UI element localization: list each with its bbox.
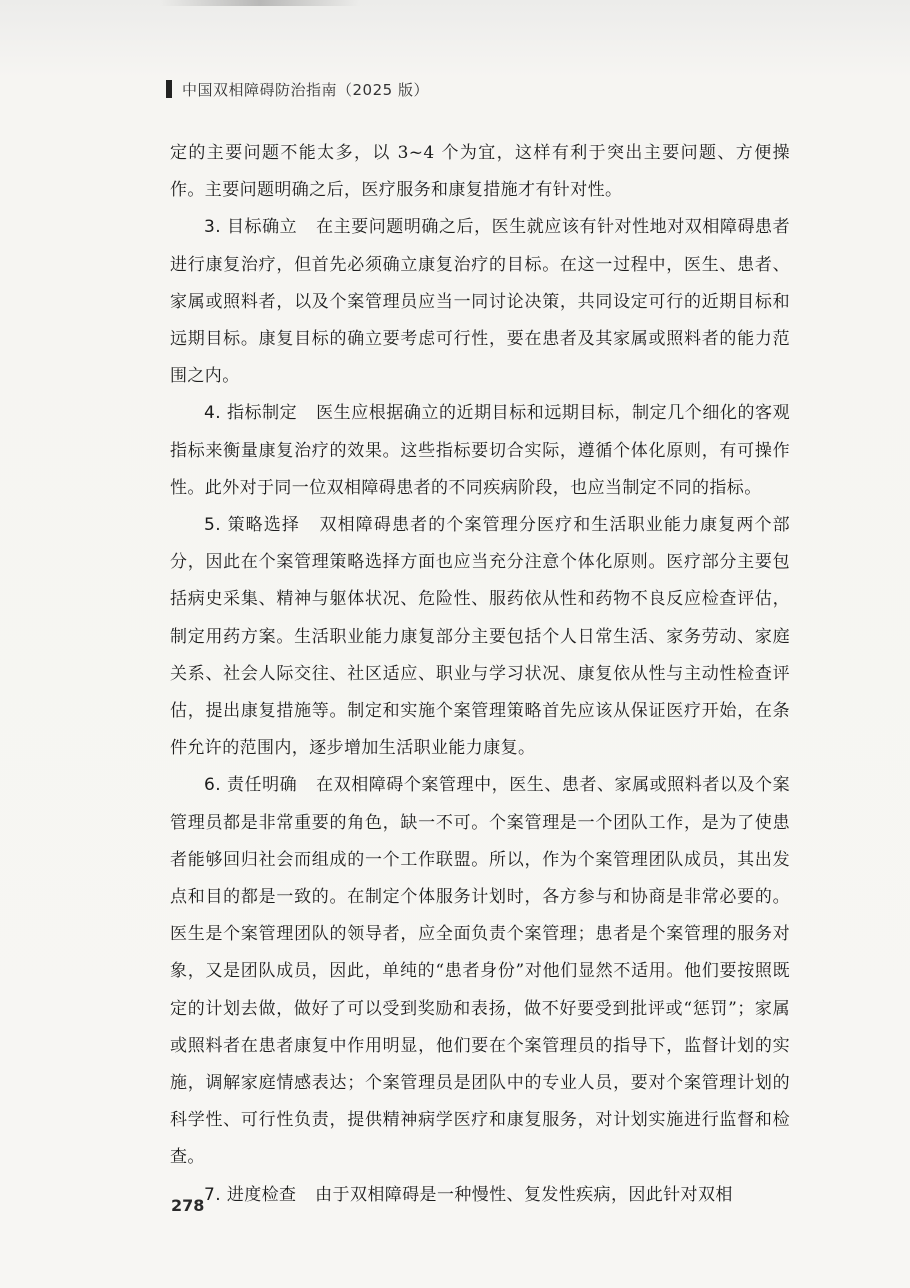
section-5-number: 5. [204,515,222,536]
section-4-paragraph [170,395,790,507]
scan-smudge [160,0,360,6]
section-6-number: 6. [204,775,222,796]
section-4-heading: 指标制定 [227,403,298,424]
section-3-paragraph [170,209,790,395]
body-text [170,135,790,1214]
section-3-number: 3. [204,217,222,238]
section-7-heading: 进度检查 [226,1184,297,1205]
section-6-paragraph [170,767,790,1176]
section-7-paragraph [170,1177,790,1214]
section-5-text: 双相障碍患者的个案管理分医疗和生活职业能力康复两个部分，因此在个案管理策略选择方面也应当充分注意个体化原则。医疗部分主要包括病史采集、精神与躯体状况、危险性、服药依从性和药物不良反应检查评估，制定用药方案。生活职业能力康复部分主要包括个人日常生活、家务劳动、家庭关系、社会人际交往、社区适应、职业与学习状况、康复依从性与主动性检查评估，提出康复措施等。制定和实施个案管理策略首先应该从保证医疗开始，在条件允许的范围内，逐步增加生活职业能力康复。 [170,515,790,759]
section-6-text: 在双相障碍个案管理中，医生、患者、家属或照料者以及个案管理员都是非常重要的角色，缺一不可。个案管理是一个团队工作，是为了使患者能够回归社会而组成的一个工作联盟。所以，作为个案管理团队成员，其出发点和目的都是一致的。在制定个体服务计划时，各方参与和协商是非常必要的。医生是个案管理团队的领导者，应全面负责个案管理；患者是个案管理的服务对象，又是团队成员，因此，单纯的“患者身份”对他们显然不适用。他们要按照既定的计划去做，做好了可以受到奖励和表扬，做不好要受到批评或“惩罚”；家属或照料者在患者康复中作用明显，他们要在个案管理员的指导下，监督计划的实施，调解家庭情感表达；个案管理员是团队中的专业人员，要对个案管理计划的科学性、可行性负责，提供精神病学医疗和康复服务，对计划实施进行监督和检查。 [170,775,790,1168]
section-5-heading: 策略选择 [227,515,301,536]
section-4-number: 4. [204,403,222,424]
continuation-paragraph: 定的主要问题不能太多，以 3~4 个为宜，这样有利于突出主要问题、方便操作。主要问题明确之后，医疗服务和康复措施才有针对性。 [170,143,790,201]
section-4-text: 医生应根据确立的近期目标和远期目标，制定几个细化的客观指标来衡量康复治疗的效果。这些指标要切合实际，遵循个体化原则，有可操作性。此外对于同一位双相障碍患者的不同疾病阶段，也应当制定不同的指标。 [170,403,790,498]
running-header-text: 中国双相障碍防治指南（2025 版） [182,80,429,99]
section-5-paragraph [170,507,790,767]
header-bar-mark [166,80,172,98]
section-6-heading: 责任明确 [227,775,298,796]
section-7-number: 7. [204,1184,222,1205]
section-3-text: 在主要问题明确之后，医生就应该有针对性地对双相障碍患者进行康复治疗，但首先必须确立康复治疗的目标。在这一过程中，医生、患者、家属或照料者，以及个案管理员应当一同讨论决策，共同设定可行的近期目标和远期目标。康复目标的确立要考虑可行性，要在患者及其家属或照料者的能力范围之内。 [170,217,790,387]
section-3-heading: 目标确立 [227,217,298,238]
running-header [166,78,429,100]
page-number: 278 [171,1196,205,1215]
section-7-text: 由于双相障碍是一种慢性、复发性疾病，因此针对双相 [315,1184,733,1205]
